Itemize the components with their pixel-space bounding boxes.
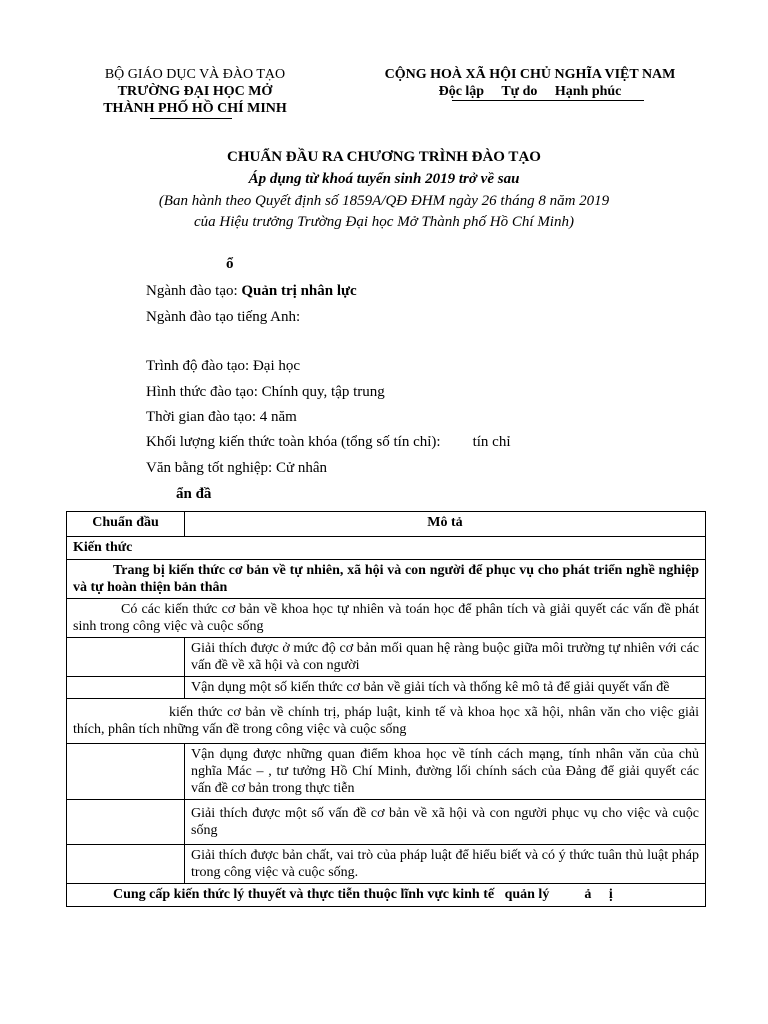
university-name-line1: TRƯỜNG ĐẠI HỌC MỞ — [117, 84, 273, 99]
outcome-code-cell — [67, 845, 185, 884]
header-left-underline — [150, 118, 232, 119]
outcome-code-cell — [67, 677, 185, 699]
goal-2: Cung cấp kiến thức lý thuyết và thực tiễn thuộc lĩnh vực kinh tế quản lý ả ị — [67, 884, 706, 907]
training-level: Trình độ đào tạo: Đại học — [146, 358, 301, 374]
outcome-code-cell — [67, 744, 185, 800]
sub-outcome-1: Có các kiến thức cơ bản về khoa học tự nhiên và toán học để phân tích và giải quyết các vấn đề phát sinh trong công việc và cuộc sống — [67, 599, 706, 638]
degree-line: Văn bằng tốt nghiệp: Cử nhân — [146, 460, 328, 476]
table-row — [67, 599, 706, 638]
republic-name: CỘNG HOÀ XÃ HỘI CHỦ NGHĨA VIỆT NAM — [384, 67, 676, 82]
major-value: Quản trị nhân lực — [241, 283, 357, 299]
credits-label: Khối lượng kiến thức toàn khóa (tổng số tín chỉ): — [146, 434, 441, 450]
column-header-outcome: Chuẩn đầu — [67, 512, 185, 537]
motto-freedom: Tự do — [501, 84, 538, 99]
table-row — [67, 638, 706, 677]
ministry-name: BỘ GIÁO DỤC VÀ ĐÀO TẠO — [104, 67, 286, 82]
national-motto — [345, 83, 715, 100]
table-row — [67, 845, 706, 884]
section-knowledge: Kiến thức — [67, 537, 706, 560]
table-header-row — [67, 512, 706, 537]
outcome-code-cell — [67, 800, 185, 845]
table-row — [67, 537, 706, 560]
republic-header — [345, 66, 715, 100]
document-subtitle: Áp dụng từ khoá tuyển sinh 2019 trở về sau — [248, 171, 520, 187]
decision-line-2: của Hiệu trưởng Trường Đại học Mở Thành phố Hồ Chí Minh) — [194, 214, 574, 230]
table-row — [67, 677, 706, 699]
outcome-item-1-1: Giải thích được ở mức độ cơ bản mối quan hệ ràng buộc giữa môi trường tự nhiên với các vấn đề về xã hội và con người — [185, 638, 706, 677]
motto-happiness: Hạnh phúc — [554, 84, 622, 99]
credits-unit: tín chỉ — [472, 434, 511, 450]
table-row — [67, 699, 706, 744]
sub-outcome-2: kiến thức cơ bản về chính trị, pháp luật, kinh tế và khoa học xã hội, nhân văn cho việc giải thích, phân tích những vấn đề trong công việc và cuộc sống — [67, 699, 706, 744]
training-duration: Thời gian đào tạo: 4 năm — [146, 409, 297, 425]
outcome-item-2-1: Vận dụng được những quan điểm khoa học về tính cách mạng, tính nhân văn của chủ nghĩa Mác – , tư tưởng Hồ Chí Minh, đường lối chính sách của Đảng để giải quyết các vấn đề cơ bản trong thực tiễn — [185, 744, 706, 800]
outcome-item-2-2: Giải thích được một số vấn đề cơ bản về xã hội và con người phục vụ cho việc và cuộc sống — [185, 800, 706, 845]
heading-fragment-2: ẩn đầ — [176, 486, 212, 502]
heading-fragment-1: ổ — [226, 256, 234, 272]
document-title: CHUẨN ĐẦU RA CHƯƠNG TRÌNH ĐÀO TẠO — [227, 149, 541, 165]
outcome-item-2-3: Giải thích được bản chất, vai trò của pháp luật để hiểu biết và có ý thức tuân thủ luật pháp trong công việc và cuộc sống. — [185, 845, 706, 884]
training-form: Hình thức đào tạo: Chính quy, tập trung — [146, 384, 385, 400]
table-row — [67, 560, 706, 599]
major-english-label: Ngành đào tạo tiếng Anh: — [146, 309, 301, 325]
decision-line-1: (Ban hành theo Quyết định số 1859A/QĐ ĐHM ngày 26 tháng 8 năm 2019 — [158, 193, 610, 209]
credits-line — [146, 434, 511, 451]
major-line — [146, 283, 357, 300]
major-label: Ngành đào tạo: — [146, 283, 242, 299]
table-row — [67, 884, 706, 907]
outcome-code-cell — [67, 638, 185, 677]
goal-1: Trang bị kiến thức cơ bản về tự nhiên, xã hội và con người để phục vụ cho phát triển nghề nghiệp và tự hoàn thiện bản thân — [67, 560, 706, 599]
outcome-item-1-2: Vận dụng một số kiến thức cơ bản về giải tích và thống kê mô tả để giải quyết vấn đề — [185, 677, 706, 699]
header-right-underline — [452, 100, 644, 101]
column-header-description: Mô tả — [185, 512, 706, 537]
table-row — [67, 744, 706, 800]
ministry-header — [60, 66, 330, 117]
university-name-line2: THÀNH PHỐ HỒ CHÍ MINH — [103, 101, 287, 116]
table-row — [67, 800, 706, 845]
motto-independence: Độc lập — [438, 84, 485, 99]
learning-outcomes-table — [66, 511, 706, 907]
